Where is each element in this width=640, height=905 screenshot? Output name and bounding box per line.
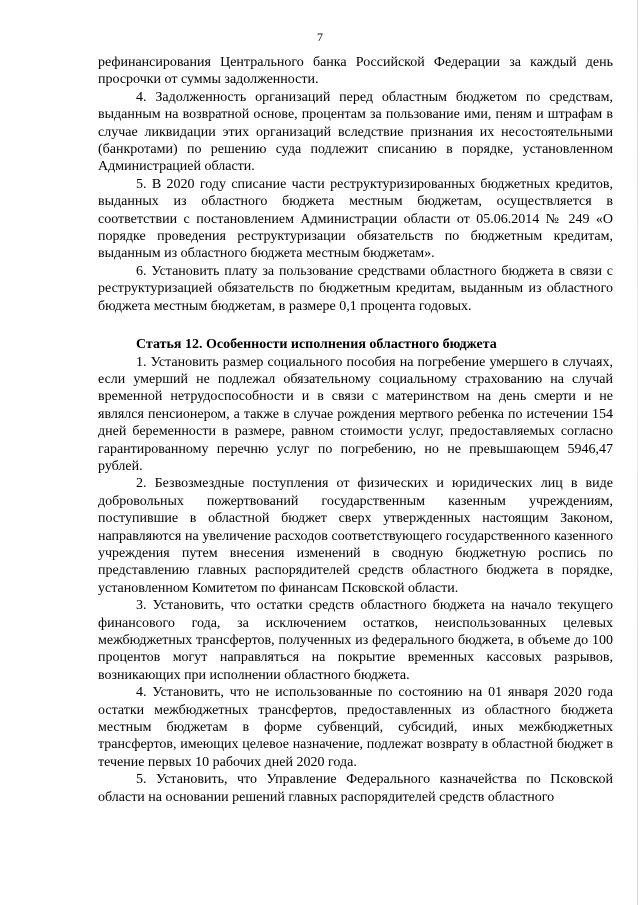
article-paragraph-5: 5. Установить, что Управление Федерального казначейства по Псковской области на основании решений главных распорядителей средств областного (98, 772, 613, 805)
article-heading: Статья 12. Особенности исполнения областного бюджета (136, 337, 497, 353)
article-paragraph-2: 2. Безвозмездные поступления от физических и юридических лиц в виде добровольных пожертвований государственным казенным учреждениям, поступившие в областной бюджет сверх утвержденных настоящим Законом, направляются на увеличение расходов соответствующего государственного казенного учреждения путем внесения изменений в сводную бюджетную роспись по представлению главных распорядителей средств областного бюджета в порядке, установленном Комитетом по финансам Псковской области. (98, 476, 613, 596)
scan-edge (637, 0, 638, 905)
article-paragraph-3: 3. Установить, что остатки средств областного бюджета на начало текущего финансового года, за исключением остатков, неиспользованных целевых межбюджетных трансфертов, полученных из федерального бюджета, в объеме до 100 процентов могут направляться на покрытие временных кассовых разрывов, возникающих при исполнении областного бюджета. (98, 598, 613, 683)
paragraph-item-6: 6. Установить плату за пользование средствами областного бюджета в связи с реструктуризацией обязательств по бюджетным кредитам, выданным из областного бюджета местным бюджетам, в размере 0,1 процента годовых. (98, 263, 613, 314)
page-number: 7 (317, 30, 323, 44)
article-paragraph-4: 4. Установить, что не использованные по состоянию на 01 января 2020 года остатки межбюджетных трансфертов, предоставленных из областного бюджета местным бюджетам в форме субвенций, субсидий, иных межбюджетных трансфертов, имеющих целевое назначение, подлежат возврату в областной бюджет в течение первых 10 рабочих дней 2020 года. (98, 685, 613, 770)
paragraph-item-5: 5. В 2020 году списание части реструктуризированных бюджетных кредитов, выданных из областного бюджета местным бюджетам, осуществляется в соответствии с постановлением Администрации области от 05.06.2014 № 249 «О порядке проведения реструктуризации обязательств по бюджетным кредитам, выданным из областного бюджета местным бюджетам». (98, 176, 613, 262)
paragraph-continuation: рефинансирования Центрального банка Российской Федерации за каждый день просрочки от суммы задолженности. (98, 55, 613, 88)
paragraph-item-4: 4. Задолженность организаций перед областным бюджетом по средствам, выданным на возвратной основе, процентам за пользование ими, пеням и штрафам в случае ликвидации этих организаций вследствие признания их несостоятельными (банкротами) по решению суда подлежит списанию в порядке, установленном Администрацией области. (98, 89, 613, 175)
article-paragraph-1: 1. Установить размер социального пособия на погребение умершего в случаях, если умерший не подлежал обязательному социальному страхованию на случай временной нетрудоспособности и в связи с материнством на день смерти и не являлся пенсионером, а также в случае рождения мертвого ребенка по истечении 154 дней беременности в размере, равном стоимости услуг, предоставляемых согласно гарантированному перечню услуг по погребению, но не превышающем 5946,47 рублей. (98, 354, 613, 474)
document-body (98, 54, 613, 806)
